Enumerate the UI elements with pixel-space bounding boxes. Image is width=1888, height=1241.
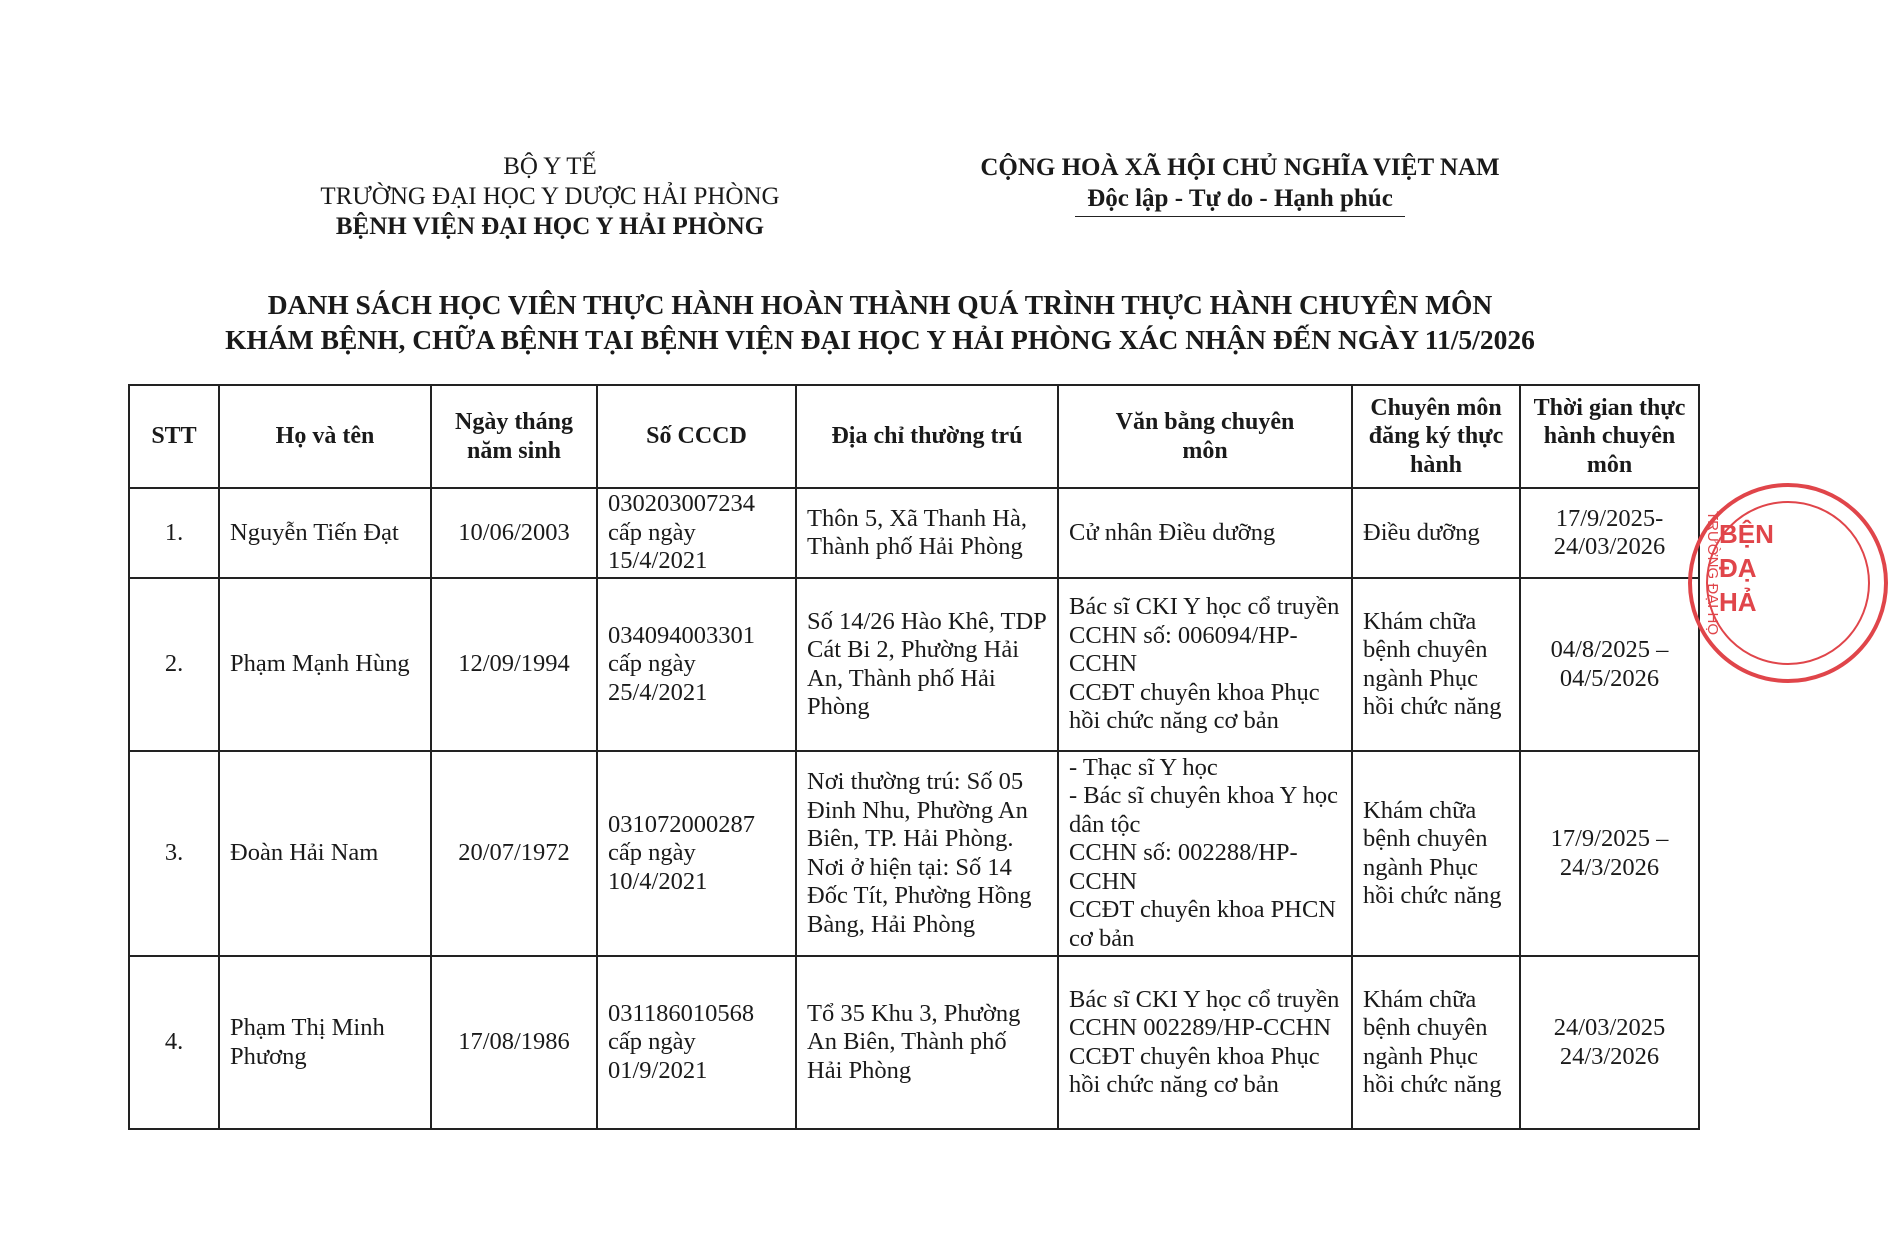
cell-specialty: Khám chữa bệnh chuyên ngành Phục hồi chức năng xyxy=(1352,956,1520,1129)
header-name: Họ và tên xyxy=(219,385,431,488)
cccd-number: 031072000287 xyxy=(608,810,755,838)
cell-address: Số 14/26 Hào Khê, TDP Cát Bi 2, Phường Hải An, Thành phố Hải Phòng xyxy=(796,578,1058,751)
cell-degree xyxy=(1058,488,1352,578)
degree-line: - Bác sĩ chuyên khoa Y học dân tộc xyxy=(1069,782,1338,838)
period-end: 24/3/2026 xyxy=(1559,853,1660,881)
cccd-issue-label: cấp ngày xyxy=(608,650,696,678)
degree-line: Bác sĩ CKI Y học cổ truyền xyxy=(1069,593,1340,621)
cell-period xyxy=(1520,578,1699,751)
table-row xyxy=(129,751,1699,956)
degree-line: CCHN số: 002288/HP-CCHN xyxy=(1069,839,1298,895)
period-start: 17/9/2025- xyxy=(1555,504,1664,532)
cell-degree xyxy=(1058,578,1352,751)
cell-specialty: Điều dưỡng xyxy=(1352,488,1520,578)
cell-cccd xyxy=(597,956,796,1129)
cell-dob: 17/08/1986 xyxy=(431,956,597,1129)
trainee-table xyxy=(128,384,1700,1130)
cell-dob: 12/09/1994 xyxy=(431,578,597,751)
header-address: Địa chỉ thường trú xyxy=(796,385,1058,488)
header-right-national xyxy=(940,152,1540,217)
table-row xyxy=(129,578,1699,751)
title-line-1: DANH SÁCH HỌC VIÊN THỰC HÀNH HOÀN THÀNH QUÁ TRÌNH THỰC HÀNH CHUYÊN MÔN xyxy=(267,289,1493,320)
cell-name: Nguyễn Tiến Đạt xyxy=(219,488,431,578)
degree-line: Cử nhân Điều dưỡng xyxy=(1069,518,1276,546)
cell-stt: 1. xyxy=(129,488,219,578)
seal-side-text: TRƯỜNG ĐẠI HỌ xyxy=(1704,511,1721,636)
cell-stt: 2. xyxy=(129,578,219,751)
header-dob: Ngày tháng năm sinh xyxy=(431,385,597,488)
cell-cccd xyxy=(597,751,796,956)
table-header-row xyxy=(129,385,1699,488)
cell-degree xyxy=(1058,956,1352,1129)
period-start: 04/8/2025 – xyxy=(1550,636,1669,663)
header-left-agency xyxy=(290,152,810,242)
cccd-issue-date: 15/4/2021 xyxy=(608,547,708,575)
seal-line: BỆN xyxy=(1719,519,1774,549)
header-period: Thời gian thực hành chuyên môn xyxy=(1520,385,1699,488)
cccd-issue-label: cấp ngày xyxy=(608,1028,696,1056)
cccd-number: 034094003301 xyxy=(608,621,755,649)
seal-center-text xyxy=(1719,517,1774,619)
cccd-issue-label: cấp ngày xyxy=(608,839,696,867)
cccd-issue-label: cấp ngày xyxy=(608,518,696,546)
header-specialty: Chuyên môn đăng ký thực hành xyxy=(1352,385,1520,488)
cccd-number: 031186010568 xyxy=(608,999,755,1027)
cell-period xyxy=(1520,751,1699,956)
cell-cccd xyxy=(597,488,796,578)
period-end: 24/03/2026 xyxy=(1553,533,1666,560)
hospital-seal xyxy=(1688,483,1888,683)
cell-stt: 3. xyxy=(129,751,219,956)
period-end: 04/5/2026 xyxy=(1559,664,1660,692)
degree-line: CCHN số: 006094/HP-CCHN xyxy=(1069,621,1298,678)
seal-line: HẢ xyxy=(1719,587,1757,617)
header-cccd: Số CCCD xyxy=(597,385,796,488)
degree-line: CCHN 002289/HP-CCHN xyxy=(1069,1014,1332,1041)
motto-underline xyxy=(1075,216,1405,217)
table-row xyxy=(129,488,1699,578)
cell-address: Nơi thường trú: Số 05 Đinh Nhu, Phường An Biên, TP. Hải Phòng. Nơi ở hiện tại: Số 14 Đốc Tít, Phường Hồng Bàng, Hải Phòng xyxy=(796,751,1058,956)
header-degree: Văn bằng chuyên môn xyxy=(1058,385,1352,488)
document-title xyxy=(110,287,1650,357)
cell-period xyxy=(1520,488,1699,578)
period-start: 17/9/2025 – xyxy=(1550,825,1669,852)
ministry-name: BỘ Y TẾ xyxy=(503,153,597,180)
cell-address: Tổ 35 Khu 3, Phường An Biên, Thành phố Hải Phòng xyxy=(796,956,1058,1129)
cell-dob: 20/07/1972 xyxy=(431,751,597,956)
university-name: TRƯỜNG ĐẠI HỌC Y DƯỢC HẢI PHÒNG xyxy=(320,183,780,210)
period-end: 24/3/2026 xyxy=(1559,1042,1660,1070)
degree-line: CCĐT chuyên khoa Phục hồi chức năng cơ bản xyxy=(1069,678,1320,735)
national-motto: Độc lập - Tự do - Hạnh phúc xyxy=(1087,185,1393,212)
table-row xyxy=(129,956,1699,1129)
header-stt: STT xyxy=(129,385,219,488)
national-title: CỘNG HOÀ XÃ HỘI CHỦ NGHĨA VIỆT NAM xyxy=(980,154,1500,181)
cccd-issue-date: 01/9/2021 xyxy=(608,1056,708,1084)
cccd-issue-date: 10/4/2021 xyxy=(608,867,708,895)
degree-line: Bác sĩ CKI Y học cổ truyền xyxy=(1069,985,1340,1013)
cell-address: Thôn 5, Xã Thanh Hà, Thành phố Hải Phòng xyxy=(796,488,1058,578)
cell-period xyxy=(1520,956,1699,1129)
cell-name: Phạm Mạnh Hùng xyxy=(219,578,431,751)
seal-line: ĐẠ xyxy=(1719,553,1757,583)
cell-name: Phạm Thị Minh Phương xyxy=(219,956,431,1129)
cell-specialty: Khám chữa bệnh chuyên ngành Phục hồi chức năng xyxy=(1352,578,1520,751)
degree-line: CCĐT chuyên khoa PHCN cơ bản xyxy=(1069,896,1336,952)
cell-name: Đoàn Hải Nam xyxy=(219,751,431,956)
degree-line: CCĐT chuyên khoa Phục hồi chức năng cơ bản xyxy=(1069,1042,1320,1098)
title-line-2: KHÁM BỆNH, CHỮA BỆNH TẠI BỆNH VIỆN ĐẠI HỌC Y HẢI PHÒNG XÁC NHẬN ĐẾN NGÀY 11/5/2026 xyxy=(225,324,1535,355)
degree-line: - Thạc sĩ Y học xyxy=(1069,753,1218,781)
cccd-number: 030203007234 xyxy=(608,490,755,518)
cell-stt: 4. xyxy=(129,956,219,1129)
hospital-name: BỆNH VIỆN ĐẠI HỌC Y HẢI PHÒNG xyxy=(335,213,765,240)
cell-degree xyxy=(1058,751,1352,956)
cccd-issue-date: 25/4/2021 xyxy=(608,678,708,706)
cell-specialty: Khám chữa bệnh chuyên ngành Phục hồi chức năng xyxy=(1352,751,1520,956)
cell-cccd xyxy=(597,578,796,751)
period-start: 24/03/2025 xyxy=(1553,1014,1666,1041)
cell-dob: 10/06/2003 xyxy=(431,488,597,578)
